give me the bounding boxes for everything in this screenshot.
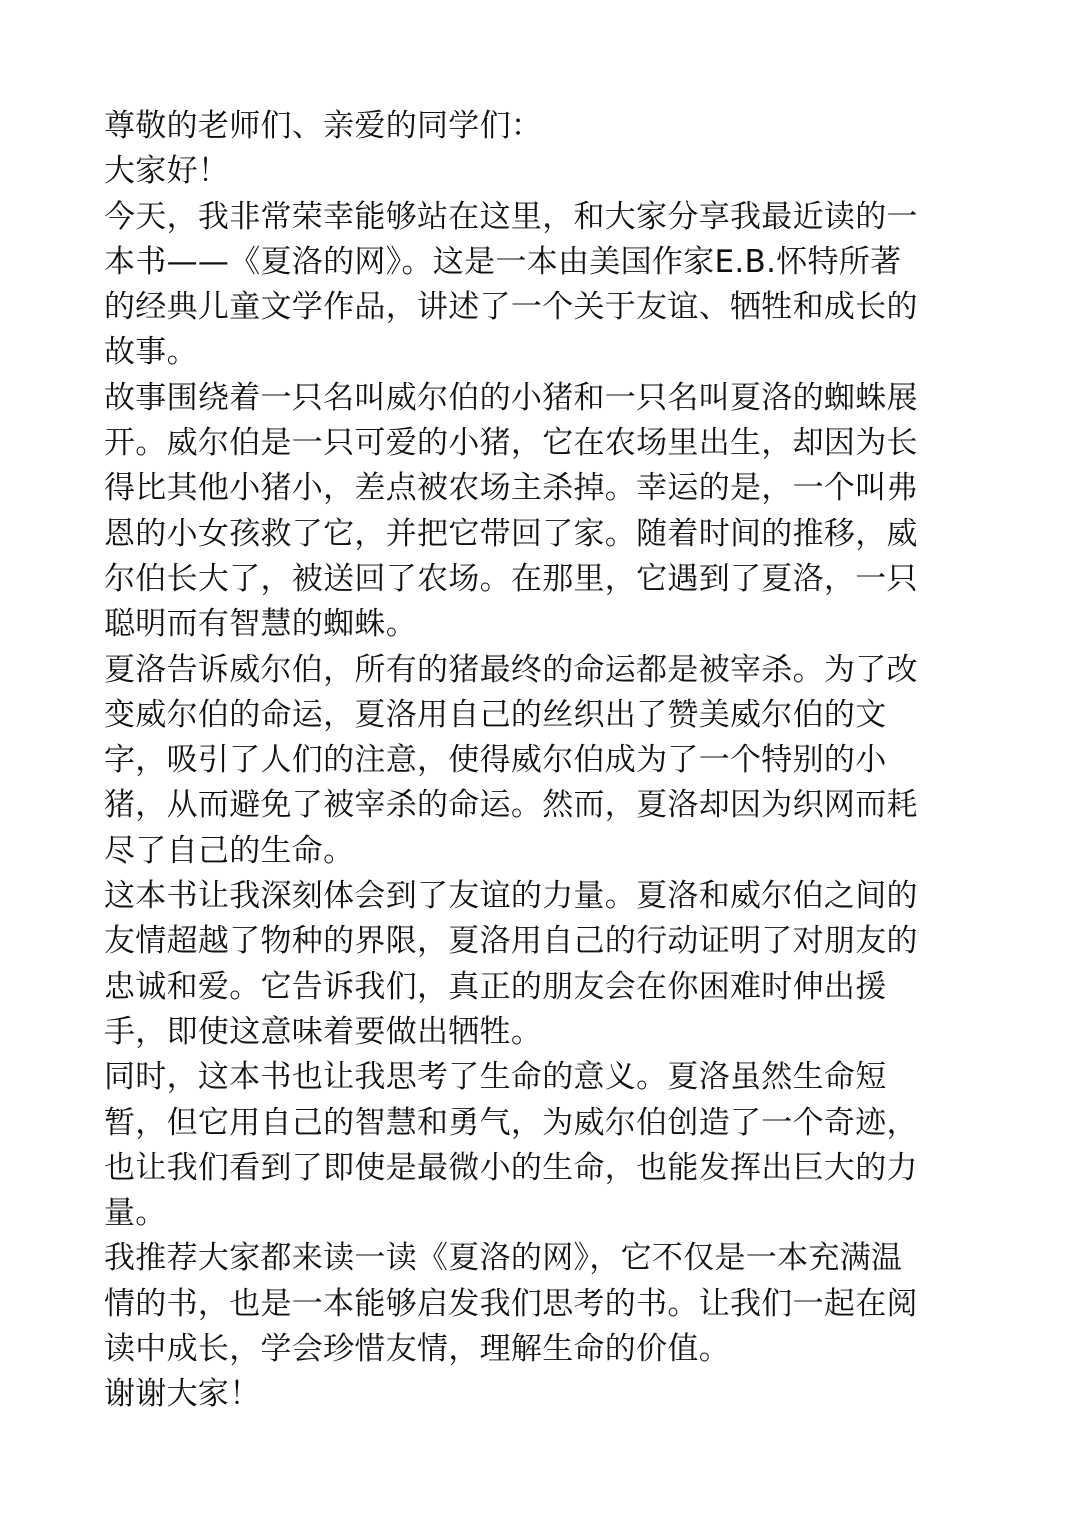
paragraph-line: 量。	[104, 1195, 167, 1232]
paragraph-line: 夏洛告诉威尔伯，所有的猪最终的命运都是被宰杀。为了改	[104, 651, 918, 688]
paragraph-intro	[104, 195, 954, 376]
paragraph-line: 今天，我非常荣幸能够站在这里，和大家分享我最近读的一	[104, 198, 918, 235]
paragraph-friendship	[104, 874, 954, 1055]
paragraph-line: 开。威尔伯是一只可爱的小猪，它在农场里出生，却因为长	[104, 425, 918, 462]
paragraph-line: 情的书，也是一本能够启发我们思考的书。让我们一起在阅	[104, 1285, 918, 1322]
paragraph-line: 故事。	[104, 334, 198, 371]
paragraph-line: 本书——《夏洛的网》。这是一本由美国作家E.B.怀特所著	[104, 243, 902, 280]
paragraph-line: 的经典儿童文学作品，讲述了一个关于友谊、牺牲和成长的	[104, 289, 918, 326]
paragraph-line: 忠诚和爱。它告诉我们，真正的朋友会在你困难时伸出援	[104, 968, 887, 1005]
paragraph-life	[104, 1055, 954, 1236]
paragraph-line: 也让我们看到了即使是最微小的生命，也能发挥出巨大的力	[104, 1149, 918, 1186]
paragraph-line: 聪明而有智慧的蜘蛛。	[104, 606, 417, 643]
paragraph-line: 故事围绕着一只名叫威尔伯的小猪和一只名叫夏洛的蜘蛛展	[104, 379, 918, 416]
paragraph-line: 同时，这本书也让我思考了生命的意义。夏洛虽然生命短	[104, 1059, 887, 1096]
paragraph-story	[104, 376, 954, 648]
greeting: 大家好！	[104, 153, 230, 190]
paragraph-line: 读中成长，学会珍惜友情，理解生命的价值。	[104, 1331, 730, 1368]
paragraph-line: 猪，从而避免了被宰杀的命运。然而，夏洛却因为织网而耗	[104, 787, 918, 824]
paragraph-line: 手，即使这意味着要做出牺牲。	[104, 1013, 543, 1050]
paragraph-line: 这本书让我深刻体会到了友谊的力量。夏洛和威尔伯之间的	[104, 878, 918, 915]
speech-document	[104, 104, 954, 1418]
paragraph-line: 变威尔伯的命运，夏洛用自己的丝织出了赞美威尔伯的文	[104, 696, 887, 733]
paragraph-line: 我推荐大家都来读一读《夏洛的网》，它不仅是一本充满温	[104, 1240, 903, 1277]
salutation: 尊敬的老师们、亲爱的同学们：	[104, 108, 543, 144]
paragraph-line: 字，吸引了人们的注意，使得威尔伯成为了一个特别的小	[104, 742, 887, 779]
paragraph-line: 恩的小女孩救了它，并把它带回了家。随着时间的推移，威	[104, 515, 918, 552]
paragraph-line: 友情超越了物种的界限，夏洛用自己的行动证明了对朋友的	[104, 923, 918, 960]
paragraph-plot	[104, 648, 954, 874]
paragraph-line: 得比其他小猪小，差点被农场主杀掉。幸运的是，一个叫弗	[104, 470, 918, 507]
paragraph-line: 尔伯长大了，被送回了农场。在那里，它遇到了夏洛，一只	[104, 560, 918, 597]
paragraph-line: 暂，但它用自己的智慧和勇气，为威尔伯创造了一个奇迹，	[104, 1104, 918, 1141]
paragraph-recommendation	[104, 1236, 954, 1372]
closing: 谢谢大家！	[104, 1376, 261, 1413]
paragraph-line: 尽了自己的生命。	[104, 832, 355, 869]
